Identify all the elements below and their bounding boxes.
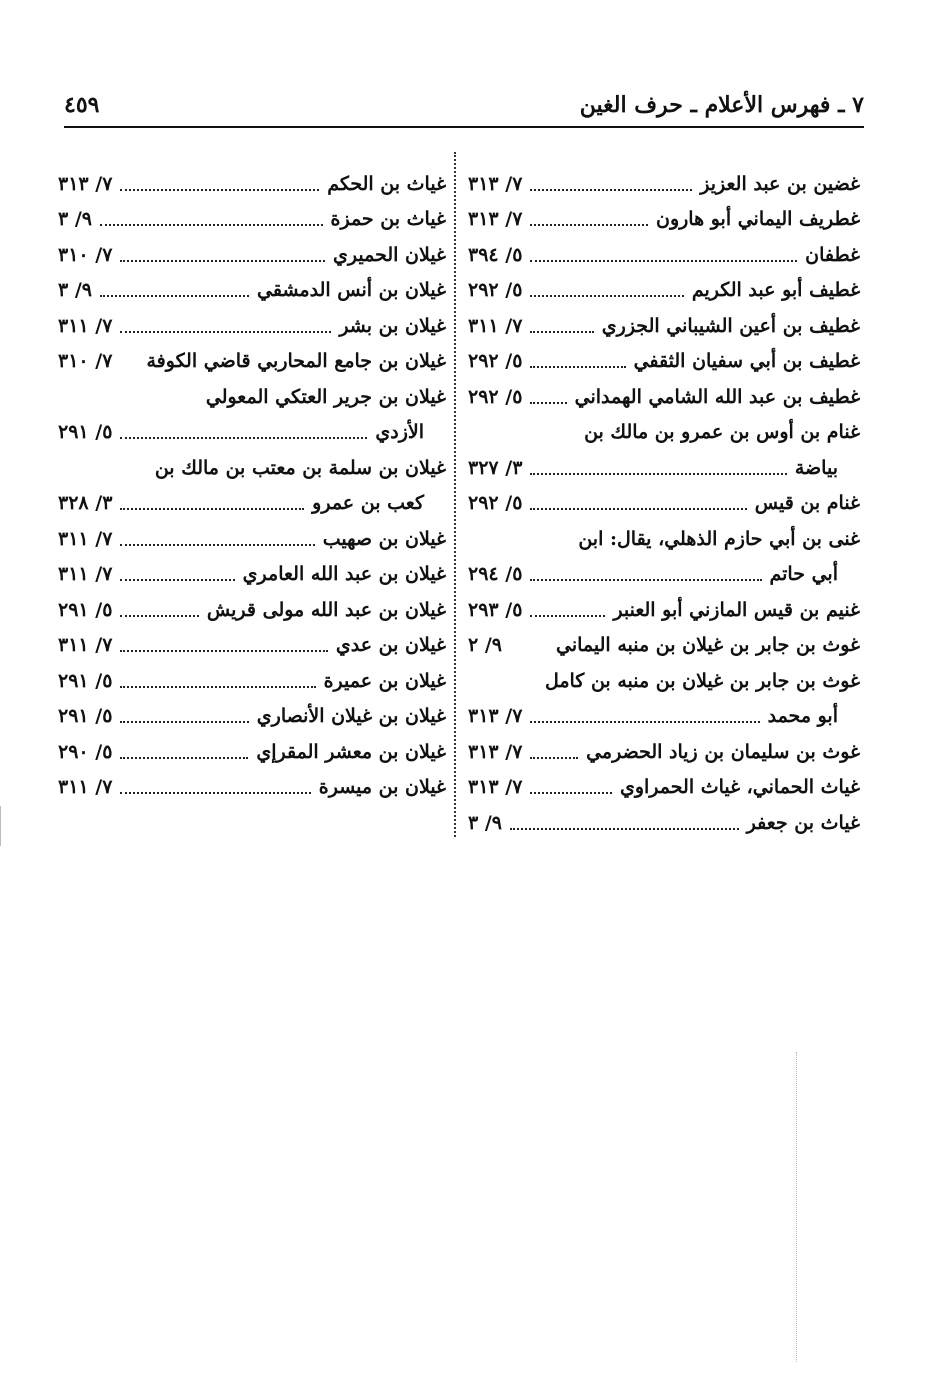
dot-leader bbox=[100, 295, 249, 297]
dot-leader bbox=[120, 437, 367, 439]
index-entry bbox=[58, 770, 446, 806]
dot-leader bbox=[120, 579, 234, 581]
index-entry bbox=[58, 592, 446, 628]
index-entry bbox=[468, 379, 860, 415]
dot-leader bbox=[530, 224, 648, 226]
entry-name: غطفان bbox=[805, 243, 860, 266]
entry-name: غيلان الحميري bbox=[333, 243, 446, 266]
index-entry bbox=[468, 415, 860, 451]
dot-leader bbox=[530, 473, 786, 475]
entry-name: غيلان بن سلمة بن معتب بن مالك بن bbox=[154, 456, 446, 479]
entry-name: غطيف بن أبي سفيان الثقفي bbox=[633, 350, 860, 373]
entry-name: غيلان بن جامع المحاربي قاضي الكوفة bbox=[146, 350, 446, 373]
dot-leader bbox=[530, 615, 605, 617]
dot-leader bbox=[120, 260, 325, 262]
entry-reference: ٧/ ٣١٣ bbox=[468, 776, 523, 799]
index-entry bbox=[468, 486, 860, 522]
index-entry bbox=[58, 521, 446, 557]
entry-reference: ٧/ ٣١١ bbox=[468, 314, 523, 337]
dot-leader bbox=[510, 828, 739, 830]
entry-name: بياضة bbox=[794, 456, 838, 479]
entry-name: غنام بن أوس بن عمرو بن مالك بن bbox=[584, 421, 860, 444]
entry-reference: ٧/ ٣١١ bbox=[58, 527, 113, 550]
dot-leader bbox=[120, 721, 248, 723]
index-entry bbox=[468, 592, 860, 628]
entry-name: غيلان بن جرير العتكي المعولي bbox=[205, 385, 446, 408]
dot-leader bbox=[530, 792, 612, 794]
entry-name: غيلان بن صهيب bbox=[322, 527, 446, 550]
entry-name: كعب بن عمرو bbox=[312, 492, 424, 515]
dot-leader bbox=[120, 508, 304, 510]
index-entry bbox=[468, 166, 860, 202]
index-entry bbox=[468, 202, 860, 238]
index-entry bbox=[58, 628, 446, 664]
dot-leader bbox=[120, 331, 331, 333]
entry-reference: ٧/ ٣١١ bbox=[58, 563, 113, 586]
dot-leader bbox=[530, 366, 625, 368]
entry-reference: ٥/ ٢٩٠ bbox=[58, 740, 113, 763]
dot-leader bbox=[120, 650, 327, 652]
entry-name: غطيف أبو عبد الكريم bbox=[691, 279, 860, 302]
index-entry bbox=[58, 273, 446, 309]
entry-reference: ٥/ ٢٩٤ bbox=[468, 563, 523, 586]
dot-leader bbox=[530, 295, 683, 297]
index-entry bbox=[58, 734, 446, 770]
index-entry bbox=[468, 805, 860, 841]
entry-name: غنى بن أبي حازم الذهلي، يقال: ابن bbox=[578, 527, 860, 550]
entry-reference: ٧/ ٣١٣ bbox=[468, 172, 523, 195]
index-entry bbox=[468, 557, 860, 593]
entry-name: غيلان بن عميرة bbox=[323, 669, 446, 692]
scan-margin-line bbox=[796, 1052, 797, 1362]
dot-leader bbox=[530, 508, 746, 510]
index-entry bbox=[468, 663, 860, 699]
entry-name: غطريف اليماني أبو هارون bbox=[656, 208, 860, 231]
dot-leader bbox=[120, 615, 199, 617]
scan-edge-mark bbox=[0, 806, 7, 846]
index-entry bbox=[58, 202, 446, 238]
entry-reference: ٩/ ٣ bbox=[58, 279, 92, 302]
index-entry bbox=[468, 734, 860, 770]
dot-leader bbox=[100, 224, 323, 226]
index-entry bbox=[58, 166, 446, 202]
index-entry bbox=[468, 344, 860, 380]
entry-name: غياث بن جعفر bbox=[746, 811, 860, 834]
entry-reference: ٧/ ٣١٣ bbox=[468, 208, 523, 231]
entry-reference: ٥/ ٢٩٢ bbox=[468, 492, 523, 515]
index-entry bbox=[58, 344, 446, 380]
entry-name: غطيف بن عبد الله الشامي الهمداني bbox=[574, 385, 860, 408]
entry-name: غيلان بن عبد الله العامري bbox=[242, 563, 446, 586]
index-entry bbox=[58, 486, 446, 522]
entry-reference: ٧/ ٣١١ bbox=[58, 634, 113, 657]
entry-reference: ٧/ ٣١٣ bbox=[468, 705, 523, 728]
entry-reference: ٥/ ٢٩١ bbox=[58, 421, 113, 444]
index-entry bbox=[58, 699, 446, 735]
entry-reference: ٣/ ٣٢٨ bbox=[58, 492, 113, 515]
entry-reference: ٥/ ٣٩٤ bbox=[468, 243, 523, 266]
index-entry bbox=[58, 379, 446, 415]
entry-name: غياث بن حمزة bbox=[330, 208, 446, 231]
dot-leader bbox=[530, 402, 566, 404]
index-entry bbox=[468, 308, 860, 344]
entry-name: غوث بن سليمان بن زياد الحضرمي bbox=[586, 740, 860, 763]
entry-reference: ٩/ ٣ bbox=[58, 208, 92, 231]
dot-leader bbox=[120, 757, 248, 759]
entry-name: غيلان بن أنس الدمشقي bbox=[257, 279, 446, 302]
index-entry bbox=[468, 699, 860, 735]
entry-name: غيلان بن بشر bbox=[339, 314, 446, 337]
dot-leader bbox=[530, 721, 759, 723]
entry-name: غيلان بن معشر المقرإي bbox=[256, 740, 446, 763]
dot-leader bbox=[120, 792, 310, 794]
index-entry bbox=[468, 450, 860, 486]
page-number: ٤٥٩ bbox=[64, 92, 100, 118]
entry-name: غوث بن جابر بن غيلان بن منبه بن كامل bbox=[544, 669, 860, 692]
entry-reference: ٥/ ٢٩٣ bbox=[468, 598, 523, 621]
entry-reference: ٥/ ٢٩٢ bbox=[468, 385, 523, 408]
entry-reference: ٧/ ٣١٣ bbox=[58, 172, 113, 195]
entry-reference: ٧/ ٣١١ bbox=[58, 776, 113, 799]
entry-name: غياث بن الحكم bbox=[327, 172, 446, 195]
entry-reference: ٥/ ٢٩١ bbox=[58, 705, 113, 728]
dot-leader bbox=[530, 579, 761, 581]
entry-reference: ٥/ ٢٩١ bbox=[58, 669, 113, 692]
entry-reference: ٧/ ٣١٣ bbox=[468, 740, 523, 763]
index-entry bbox=[58, 308, 446, 344]
entry-name: غيلان بن غيلان الأنصاري bbox=[256, 705, 446, 728]
entry-name: أبي حاتم bbox=[769, 563, 838, 586]
index-entry bbox=[468, 273, 860, 309]
entry-name: غوث بن جابر بن غيلان بن منبه اليماني bbox=[556, 634, 860, 657]
index-entry bbox=[58, 450, 446, 486]
entry-name: غياث الحماني، غياث الحمراوي bbox=[619, 776, 860, 799]
index-entry bbox=[468, 628, 860, 664]
index-entry bbox=[468, 237, 860, 273]
entry-name: أبو محمد bbox=[767, 705, 838, 728]
dot-leader bbox=[120, 189, 319, 191]
entry-reference: ٧/ ٣١١ bbox=[58, 314, 113, 337]
entry-reference: ٥/ ٢٩٢ bbox=[468, 350, 523, 373]
dot-leader bbox=[530, 757, 578, 759]
column-divider bbox=[454, 152, 456, 837]
index-column-left bbox=[58, 166, 446, 805]
dot-leader bbox=[120, 686, 315, 688]
entry-name: الأزدي bbox=[375, 421, 424, 444]
entry-reference: ٩/ ٣ bbox=[468, 811, 502, 834]
dot-leader bbox=[530, 331, 593, 333]
index-entry bbox=[468, 770, 860, 806]
index-entry bbox=[58, 415, 446, 451]
dot-leader bbox=[120, 544, 314, 546]
entry-reference: ٧/ ٣١٠ bbox=[58, 350, 113, 373]
running-header bbox=[64, 88, 864, 128]
entry-reference: ٧/ ٣١٠ bbox=[58, 243, 113, 266]
entry-name: غيلان بن ميسرة bbox=[318, 776, 446, 799]
entry-name: غطيف بن أعين الشيباني الجزري bbox=[601, 314, 860, 337]
entry-name: غضين بن عبد العزيز bbox=[700, 172, 860, 195]
dot-leader bbox=[530, 260, 797, 262]
entry-reference: ٩/ ٢ bbox=[468, 634, 502, 657]
index-entry bbox=[468, 521, 860, 557]
entry-name: غنيم بن قيس المازني أبو العنبر bbox=[613, 598, 860, 621]
entry-reference: ٥/ ٢٩١ bbox=[58, 598, 113, 621]
entry-name: غيلان بن عبد الله مولى قريش bbox=[206, 598, 446, 621]
index-entry bbox=[58, 557, 446, 593]
entry-name: غنام بن قيس bbox=[754, 492, 860, 515]
header-title: ٧ ـ فهرس الأعلام ـ حرف الغين bbox=[579, 92, 864, 118]
entry-name: غيلان بن عدي bbox=[335, 634, 446, 657]
index-column-right bbox=[468, 166, 860, 841]
index-entry bbox=[58, 663, 446, 699]
entry-reference: ٣/ ٣٢٧ bbox=[468, 456, 523, 479]
dot-leader bbox=[530, 189, 692, 191]
entry-reference: ٥/ ٢٩٢ bbox=[468, 279, 523, 302]
index-entry bbox=[58, 237, 446, 273]
